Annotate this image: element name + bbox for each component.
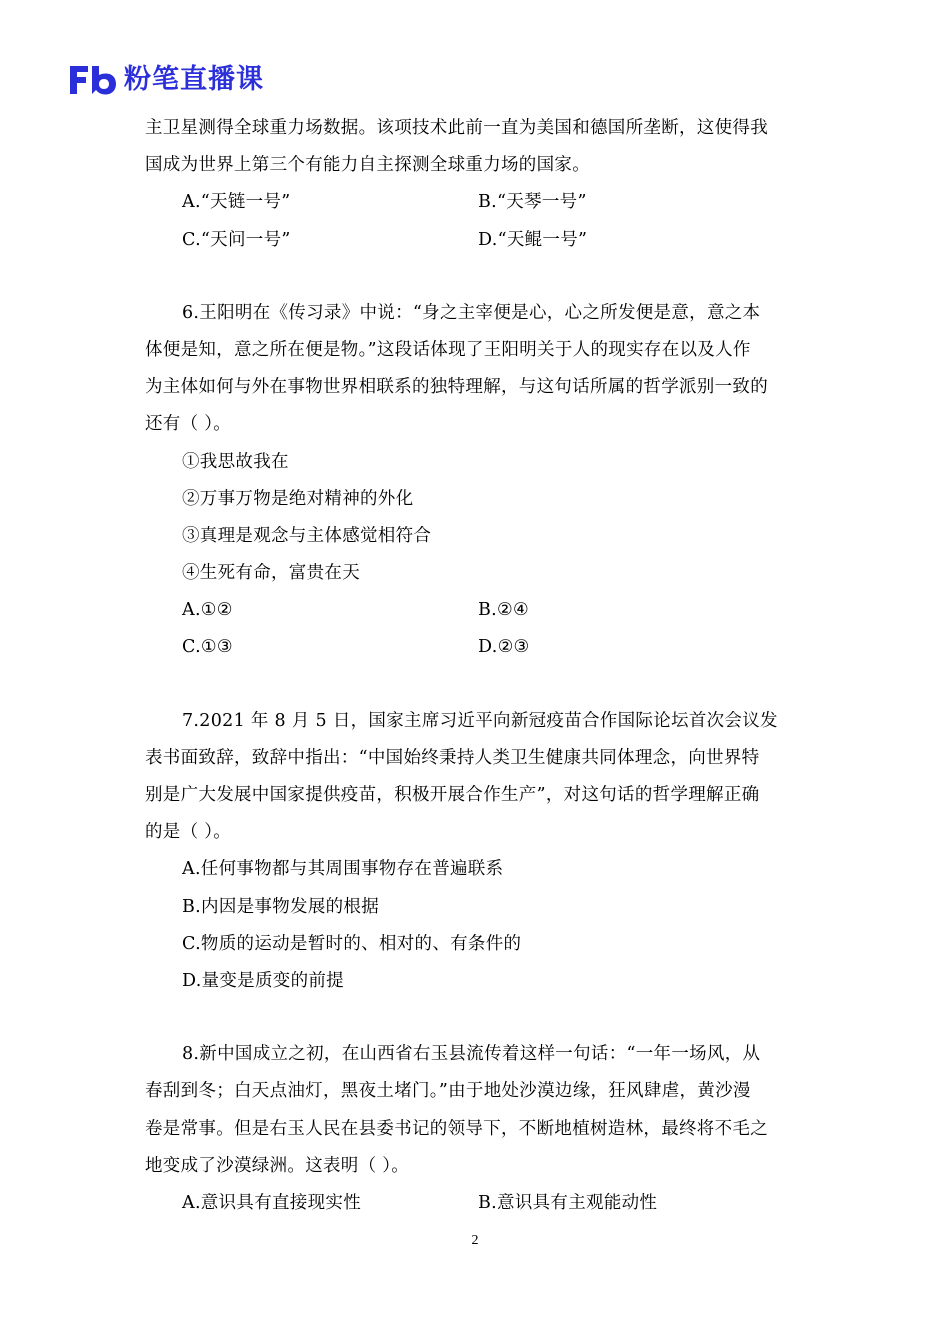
question-5-option-a: A.“天链一号” [182,192,291,213]
question-6-statement-3: ③真理是观念与主体感觉相符合 [182,525,432,546]
question-6-option-b: B.②④ [478,600,529,621]
question-6-stem-line-2: 体便是知，意之所在便是物。”这段话体现了王阳明关于人的现实存在以及人作 [145,339,751,360]
question-7-stem-line-1: 7.2021 年 8 月 5 日，国家主席习近平向新冠疫苗合作国际论坛首次会议发 [182,710,778,731]
question-5-option-d: D.“天鲲一号” [478,229,588,250]
question-5-option-b: B.“天琴一号” [478,192,587,213]
question-6-stem-line-3: 为主体如何与外在事物世界相联系的独特理解，与这句话所属的哲学派别一致的 [145,377,768,398]
question-7-stem-line-4: 的是（ ）。 [145,822,232,843]
question-8-option-b: B.意识具有主观能动性 [478,1192,658,1213]
question-6-option-d: D.②③ [478,637,530,658]
question-8-stem-line-1: 8.新中国成立之初，在山西省右玉县流传着这样一句话：“一年一场风，从 [182,1044,761,1065]
question-7 [145,703,810,1001]
question-8-options-row-1 [145,1185,810,1222]
question-7-stem-line-2: 表书面致辞，致辞中指出：“中国始终秉持人类卫生健康共同体理念，向世界特 [145,747,760,768]
page-number: 2 [471,1233,479,1248]
question-7-option-a: A.任何事物都与其周围事物存在普遍联系 [182,859,504,880]
question-8-stem-line-4: 地变成了沙漠绿洲。这表明（ ）。 [145,1155,410,1176]
brand-logo [68,62,264,98]
question-5-options-row-2 [145,222,810,259]
question-6-stem-line-1: 6.王阳明在《传习录》中说：“身之主宰便是心，心之所发便是意，意之本 [182,302,761,323]
question-6-stem-line-4: 还有（ ）。 [145,414,232,435]
brand-name: 粉笔直播课 [124,64,264,95]
document-body [145,110,810,1222]
question-6-options-row-1 [145,592,810,629]
question-8-stem-line-2: 春刮到冬；白天点油灯，黑夜土堵门。”由于地处沙漠边缘，狂风肆虐，黄沙漫 [145,1081,751,1102]
question-5-tail [145,110,810,259]
question-8-stem-line-3: 卷是常事。但是右玉人民在县委书记的领导下，不断地植树造林，最终将不毛之 [145,1118,768,1139]
question-7-stem-line-3: 别是广大发展中国家提供疫苗，积极开展合作生产”，对这句话的哲学理解正确 [145,785,760,805]
question-5-option-c: C.“天问一号” [182,229,291,250]
question-6-statement-2: ②万事万物是绝对精神的外化 [182,488,414,509]
question-8 [145,1036,810,1222]
question-6-statement-4: ④生死有命，富贵在天 [182,563,360,584]
question-5-line-1: 主卫星测得全球重力场数据。该项技术此前一直为美国和德国所垄断，这使得我 [145,118,768,138]
spacer [145,667,810,703]
question-6-statement-1: ①我思故我在 [182,451,289,472]
spacer [145,1000,810,1036]
spacer [145,259,810,295]
question-6-option-c: C.①③ [182,637,233,658]
question-5-options-row-1 [145,184,810,221]
question-6 [145,295,810,667]
question-6-option-a: A.①② [182,600,233,621]
question-8-option-a: A.意识具有直接现实性 [182,1192,361,1213]
question-5-line-2: 国成为世界上第三个有能力自主探测全球重力场的国家。 [145,155,590,176]
fb-logo-icon [68,64,118,96]
question-7-option-c: C.物质的运动是暂时的、相对的、有条件的 [182,933,522,954]
question-7-option-b: B.内因是事物发展的根据 [182,896,380,917]
question-7-option-d: D.量变是质变的前提 [182,970,344,991]
question-6-options-row-2 [145,629,810,666]
